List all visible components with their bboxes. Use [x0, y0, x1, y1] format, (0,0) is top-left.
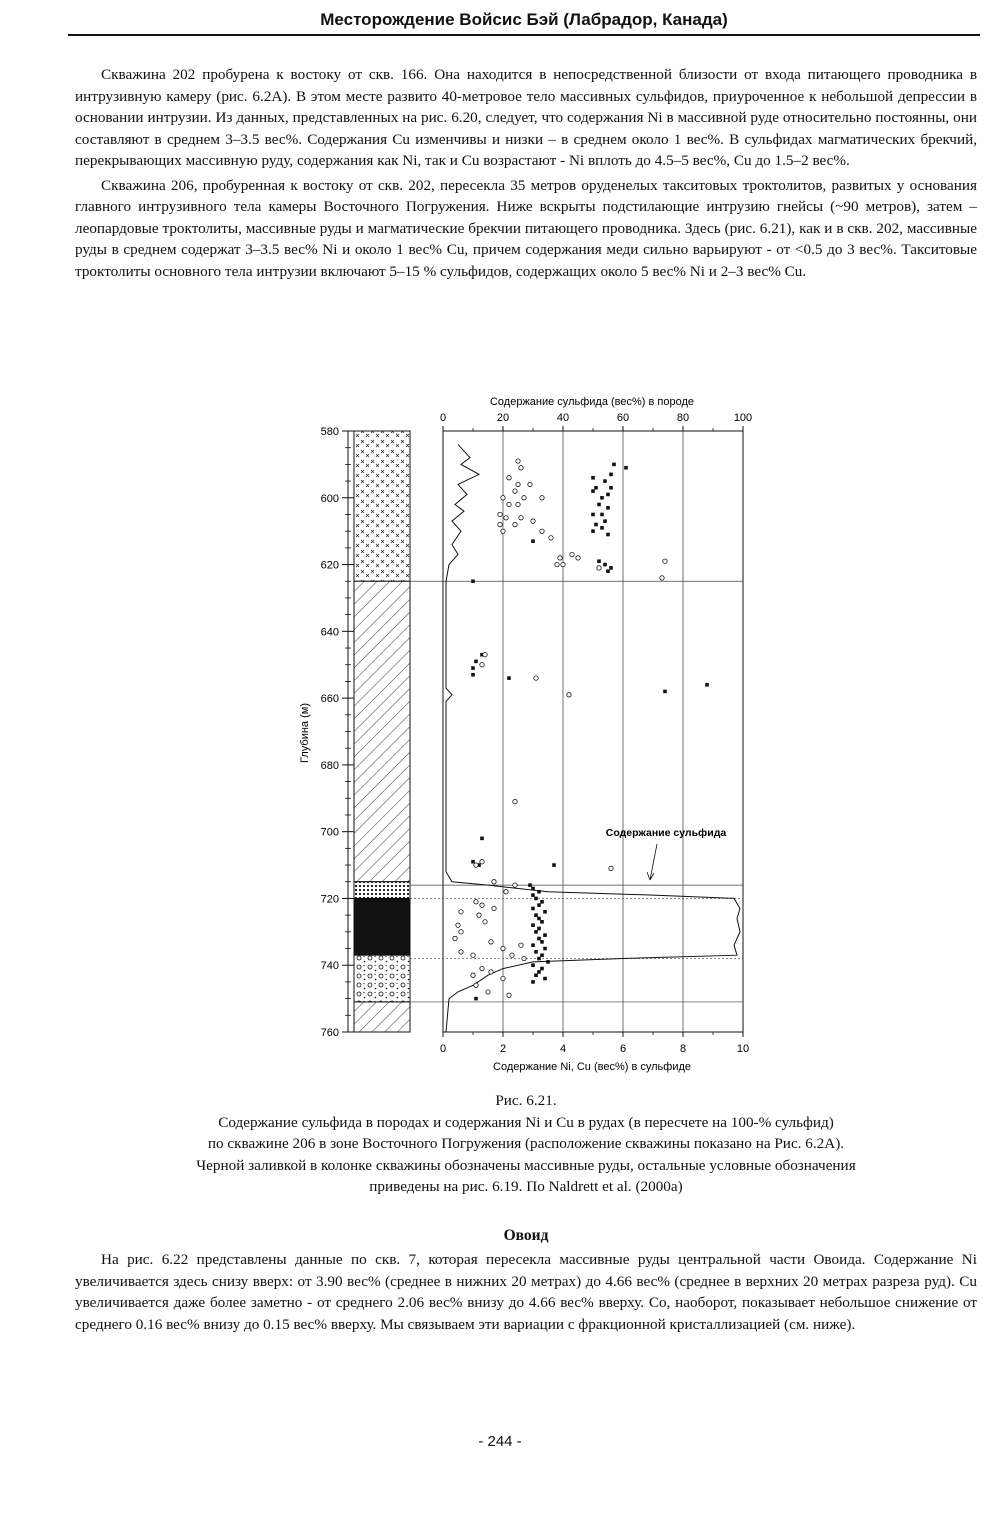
ni-point — [606, 569, 610, 573]
cu-point — [567, 693, 571, 697]
ni-point — [531, 980, 535, 984]
ni-point — [600, 526, 604, 530]
ni-point — [534, 897, 538, 901]
ni-point — [606, 533, 610, 537]
cu-point — [477, 913, 481, 917]
cu-point — [504, 516, 508, 520]
depth-tick-label: 620 — [320, 559, 339, 572]
ni-point — [591, 529, 595, 533]
column-unit-crosses — [354, 431, 410, 581]
cu-point — [501, 496, 505, 500]
caption-label: Рис. 6.21. — [495, 1092, 557, 1109]
cu-point — [459, 930, 463, 934]
ni-point — [663, 690, 667, 694]
ni-point — [471, 860, 475, 864]
ni-point — [534, 913, 538, 917]
depth-tick-label: 660 — [320, 693, 339, 706]
cu-point — [516, 459, 520, 463]
ni-point — [531, 887, 535, 891]
cu-point — [540, 529, 544, 533]
ni-point — [609, 473, 613, 477]
ni-point — [531, 907, 535, 911]
cu-point — [513, 799, 517, 803]
bottom-tick-label: 2 — [499, 1043, 507, 1055]
top-tick-label: 0 — [439, 412, 447, 424]
cu-point — [501, 976, 505, 980]
cu-point — [558, 556, 562, 560]
ni-point — [534, 973, 538, 977]
ni-point — [594, 486, 598, 490]
column-unit-diagonal-hatch — [354, 581, 410, 882]
borehole-column — [354, 431, 410, 1032]
cu-point — [528, 482, 532, 486]
paragraph-1: Скважина 202 пробурена к востоку от скв. 166. Она находится в непосредственной близости от входа питающего проводника в интрузивную камеру (рис. 6.2А). В этом месте развито 40-метровое тело массивных сульфидов, приуроченное к небольшой депрессии в основании интрузии. Из данных, представленных на рис. 6.20, следует, что содержания Ni в массивной руде относительно постоянны, они составляют в среднем 3–3.5 вес%. Содержания Cu изменчивы и низки – в среднем около 1 вес%. В сульфидах магматических брекчий, перекрывающих массивную руду, содержания как Ni, так и Cu возрастают - Ni вплоть до 4.5–5 вес%, Cu до 1.5–2 вес%. — [75, 66, 977, 169]
ni-point — [540, 940, 544, 944]
cu-point — [471, 973, 475, 977]
cu-point — [549, 536, 553, 540]
cu-point — [501, 529, 505, 533]
column-unit-dots — [354, 882, 410, 899]
annotation-label: Содержание сульфида — [605, 827, 727, 839]
ni-point — [552, 863, 556, 867]
cu-point — [531, 519, 535, 523]
ni-point — [609, 486, 613, 490]
section-title: Овоид — [503, 1227, 549, 1244]
ni-point — [543, 947, 547, 951]
ni-point — [537, 903, 541, 907]
ni-point — [603, 563, 607, 567]
ni-point — [606, 506, 610, 510]
top-tick-label: 40 — [556, 412, 570, 424]
cu-point — [480, 663, 484, 667]
cu-point — [609, 866, 613, 870]
cu-point — [576, 556, 580, 560]
top-tick-label: 80 — [676, 412, 690, 424]
ni-point — [531, 963, 535, 967]
ni-point — [597, 559, 601, 563]
ni-point — [531, 923, 535, 927]
sulfide-annotation — [606, 827, 727, 880]
cu-point — [570, 552, 574, 556]
ni-point — [537, 890, 541, 894]
ni-point — [540, 953, 544, 957]
body-text — [75, 64, 977, 285]
cu-point — [513, 489, 517, 493]
plot-frame — [443, 431, 743, 1032]
cu-point — [504, 890, 508, 894]
cu-point — [516, 482, 520, 486]
ni-point — [603, 519, 607, 523]
cu-point — [513, 883, 517, 887]
depth-tick-label: 600 — [320, 492, 339, 505]
depth-tick-label: 700 — [320, 826, 339, 839]
caption-line-4: приведены на рис. 6.19. По Naldrett et al. (2000a) — [369, 1178, 683, 1195]
ni-point — [540, 967, 544, 971]
cu-point — [474, 983, 478, 987]
depth-axis — [299, 426, 354, 1039]
cu-point — [561, 562, 565, 566]
cu-point — [663, 559, 667, 563]
cu-point — [459, 910, 463, 914]
caption-line-1: Содержание сульфида в породах и содержания Ni и Cu в рудах (в пересчете на 100-% сульфид) — [218, 1113, 834, 1131]
cu-point — [534, 676, 538, 680]
cu-point — [474, 900, 478, 904]
ni-point — [705, 683, 709, 687]
ni-point — [546, 960, 550, 964]
depth-tick-label: 720 — [320, 893, 339, 906]
cu-point — [597, 566, 601, 570]
ni-point — [471, 673, 475, 677]
cu-point — [507, 502, 511, 506]
cu-point — [483, 920, 487, 924]
depth-tick-label: 640 — [320, 626, 339, 639]
cu-point — [507, 476, 511, 480]
ni-point — [600, 496, 604, 500]
cu-point — [513, 522, 517, 526]
paragraph-2: Скважина 206, пробуренная к востоку от скв. 202, пересекла 35 метров оруденелых такситовых троктолитов, развитых у основания главного интрузивного тела камеры Восточного Погружения. Ниже вскрыты подстилающие интрузию гнейсы (~90 метров), затем – леопардовые троктолиты, массивные руды и магматические брекчии питающего проводника. Здесь (рис. 6.21), как и в скв. 202, массивные руды в среднем содержат 3–3.5 вес% Ni и около 1 вес% Cu, причем содержания меди сильно варьируют - от <0.5 до 3 вес%. Такситовые троктолиты основного тела интрузии включают 5–15 % сульфидов, содержащих около 5 вес% Ni и 2–3 вес% Cu. — [75, 176, 977, 280]
cu-point — [519, 943, 523, 947]
cu-point — [483, 653, 487, 657]
ni-point — [609, 566, 613, 570]
ni-point — [606, 493, 610, 497]
caption-line-2: по скважине 206 в зоне Восточного Погружения (расположение скважины показано на Рис. 6.2А). — [207, 1135, 845, 1152]
depth-tick-label: 580 — [320, 426, 339, 438]
cu-point — [498, 512, 502, 516]
ni-point — [537, 927, 541, 931]
figure-6-21 — [290, 388, 760, 1078]
figure-caption — [75, 1090, 977, 1198]
cu-point — [489, 940, 493, 944]
bottom-tick-label: 8 — [679, 1043, 687, 1055]
ni-point — [543, 977, 547, 981]
bottom-tick-label: 0 — [439, 1043, 447, 1055]
top-axis-label: Содержание сульфида (вес%) в породе — [489, 396, 695, 408]
ni-point — [528, 883, 532, 887]
ni-point — [474, 660, 478, 664]
cu-point — [540, 496, 544, 500]
running-header: Месторождение Войсис Бэй (Лабрадор, Канада) — [68, 8, 980, 36]
top-axis — [440, 396, 752, 431]
bottom-axis-label: Содержание Ni, Cu (вес%) в сульфиде — [493, 1061, 691, 1073]
ni-point — [471, 666, 475, 670]
bottom-tick-label: 4 — [559, 1043, 567, 1055]
cu-point — [501, 946, 505, 950]
ni-point — [474, 997, 478, 1001]
ni-point — [537, 957, 541, 961]
depth-axis-label: Глубина (м) — [299, 703, 311, 763]
cu-point — [480, 966, 484, 970]
ni-point — [534, 930, 538, 934]
ni-point — [537, 937, 541, 941]
column-unit-circles-dots — [354, 955, 410, 1002]
ni-point — [537, 917, 541, 921]
ni-point — [600, 513, 604, 517]
cu-point — [660, 576, 664, 580]
ni-point — [540, 900, 544, 904]
cu-point — [555, 562, 559, 566]
depth-tick-label: 760 — [320, 1027, 339, 1039]
ni-point — [531, 893, 535, 897]
cu-point — [519, 516, 523, 520]
cu-point — [498, 522, 502, 526]
section-paragraph: На рис. 6.22 представлены данные по скв. 7, которая пересекла массивные руды центральной части Овоида. Содержание Ni увеличивается здесь снизу вверх: от 3.90 вес% (среднее в нижних 20 метрах) до 4.66 вес% (среднее в верхних 20 метрах разреза руд). Cu увеличивается даже более заметно - от среднего 2.06 вес% внизу до 4.66 вес% вверху. Co, наоборот, показывает небольшое снижение от среднего 0.16 вес% внизу до 0.15 вес% вверху. Мы связываем эти вариации с фракционной кристаллизацией (см. ниже). — [75, 1251, 977, 1333]
ni-point — [534, 950, 538, 954]
ni-point — [480, 837, 484, 841]
page-number: - 244 - — [478, 1433, 522, 1450]
cu-point — [474, 863, 478, 867]
unit-boundaries — [410, 581, 743, 1002]
cu-point — [522, 956, 526, 960]
ni-point — [543, 933, 547, 937]
cu-point — [516, 502, 520, 506]
ni-point — [537, 970, 541, 974]
ni-point — [591, 513, 595, 517]
cu-point — [456, 923, 460, 927]
section-body — [75, 1249, 977, 1338]
ni-point — [531, 539, 535, 543]
ni-point — [540, 920, 544, 924]
top-tick-label: 100 — [733, 412, 753, 424]
bottom-axis — [440, 1032, 749, 1073]
cu-point — [492, 880, 496, 884]
cu-point — [459, 950, 463, 954]
ni-point — [594, 523, 598, 527]
column-unit-solid-black — [354, 898, 410, 955]
cu-point — [480, 860, 484, 864]
ni-point — [471, 579, 475, 583]
cu-point — [489, 970, 493, 974]
cu-point — [522, 496, 526, 500]
cu-point — [480, 903, 484, 907]
plot-gridlines — [503, 431, 683, 1032]
caption-line-3: Черной заливкой в колонке скважины обозначены массивные руды, остальные условные обозначения — [196, 1156, 856, 1174]
bottom-tick-label: 10 — [736, 1043, 750, 1055]
cu-point — [453, 936, 457, 940]
ni-point — [612, 463, 616, 467]
ni-point — [531, 943, 535, 947]
cu-point — [471, 953, 475, 957]
data-points — [453, 459, 709, 1001]
bottom-tick-label: 6 — [619, 1043, 627, 1055]
cu-point — [492, 906, 496, 910]
ni-point — [591, 489, 595, 493]
column-unit-diagonal-hatch — [354, 1002, 410, 1032]
ni-point — [543, 910, 547, 914]
ni-point — [603, 479, 607, 483]
ni-point — [507, 676, 511, 680]
ni-point — [591, 476, 595, 480]
top-tick-label: 20 — [496, 412, 510, 424]
depth-tick-label: 740 — [320, 960, 339, 973]
cu-point — [507, 993, 511, 997]
cu-point — [510, 953, 514, 957]
depth-tick-label: 680 — [320, 759, 339, 772]
top-tick-label: 60 — [616, 412, 630, 424]
ni-point — [597, 503, 601, 507]
cu-point — [486, 990, 490, 994]
ni-point — [624, 466, 628, 470]
cu-point — [519, 466, 523, 470]
